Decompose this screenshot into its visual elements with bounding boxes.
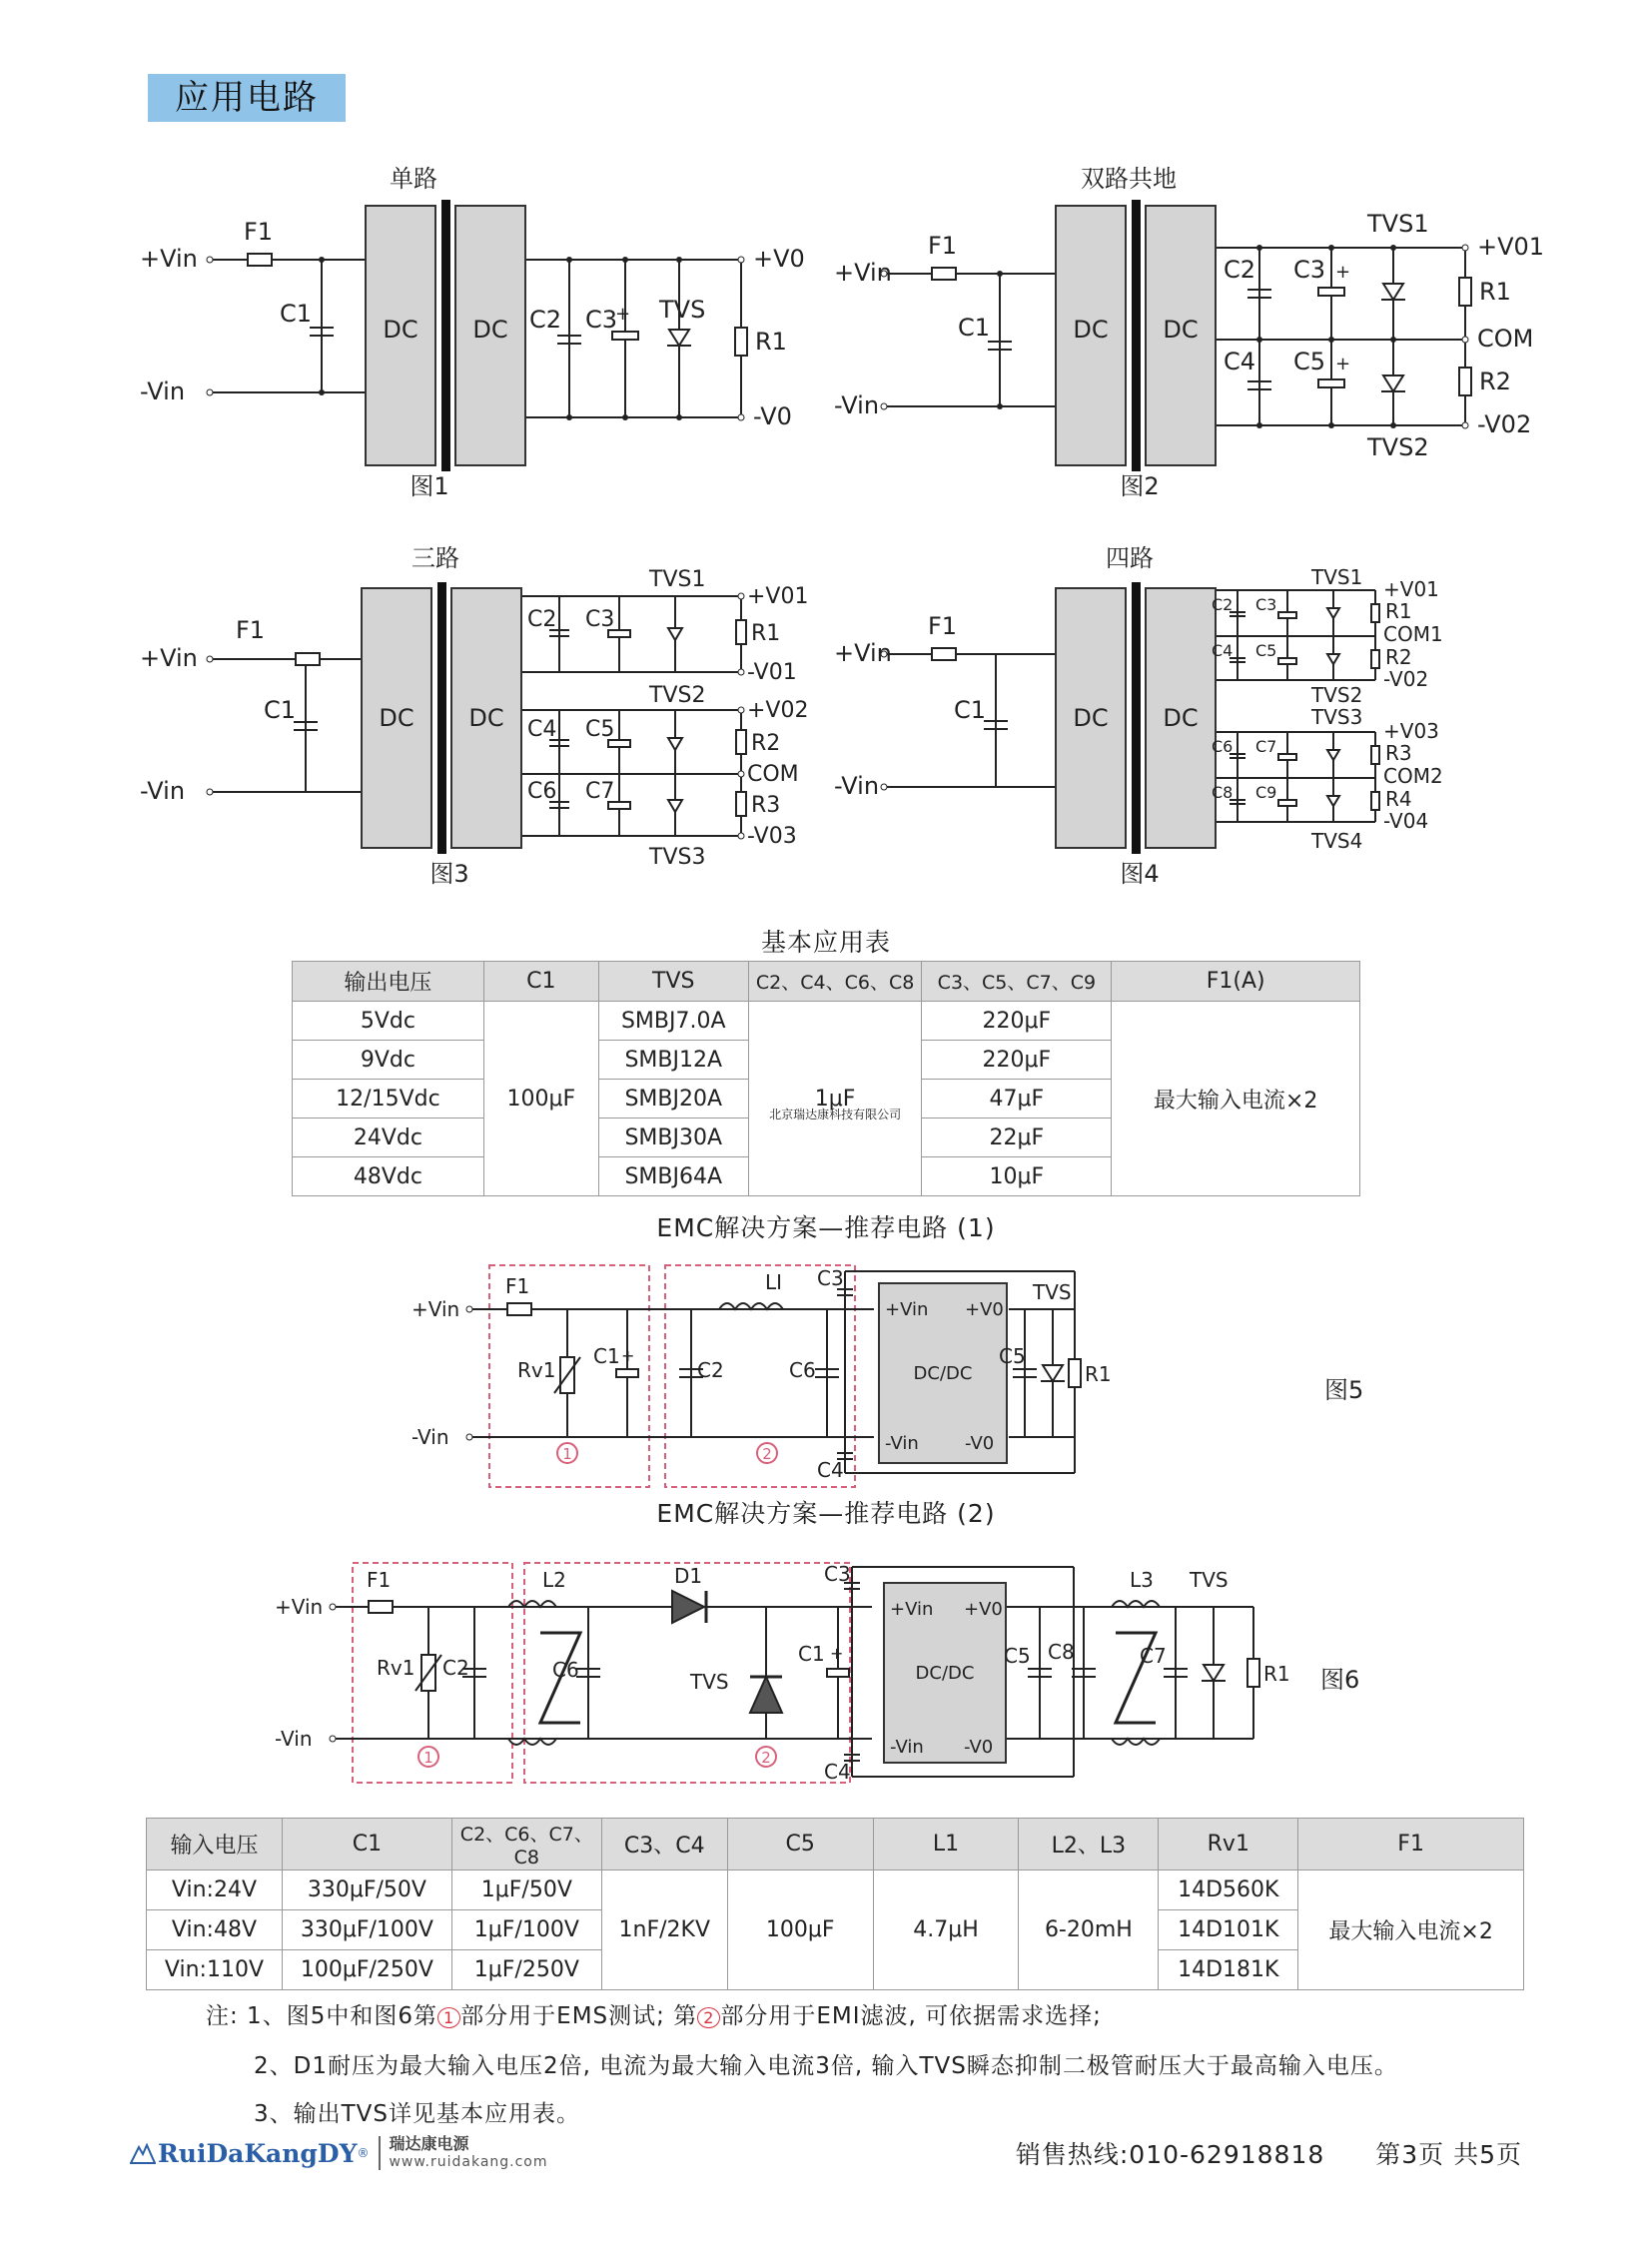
note-mark-1: 1	[437, 2007, 460, 2028]
svg-text:C6: C6	[789, 1358, 816, 1382]
mountain-logo-icon	[130, 2142, 156, 2164]
section-title: 应用电路	[148, 74, 346, 122]
basic-table-title: 基本应用表	[760, 928, 891, 957]
svg-text:COM: COM	[1477, 325, 1534, 353]
svg-text:DC/DC: DC/DC	[913, 1363, 973, 1384]
figure-1-single-output	[130, 160, 809, 509]
svg-text:R3: R3	[1385, 741, 1412, 765]
svg-text:R1: R1	[1085, 1362, 1112, 1386]
svg-text:双路共地: 双路共地	[1081, 165, 1177, 193]
svg-text:C6: C6	[552, 1658, 579, 1682]
svg-text:+Vin: +Vin	[885, 1299, 929, 1320]
svg-text:C2: C2	[442, 1656, 469, 1680]
svg-text:D1: D1	[674, 1564, 703, 1588]
svg-text:DC: DC	[468, 704, 504, 732]
svg-text:TVS: TVS	[659, 296, 706, 324]
svg-text:TVS1: TVS1	[1311, 565, 1363, 589]
svg-text:DC: DC	[379, 704, 414, 732]
svg-text:-V01: -V01	[747, 660, 797, 685]
svg-text:-V0: -V0	[964, 1737, 994, 1758]
svg-text:R2: R2	[1479, 368, 1511, 395]
svg-text:L3: L3	[1130, 1568, 1154, 1592]
svg-text:COM1: COM1	[1383, 622, 1443, 646]
svg-text:TVS: TVS	[1190, 1568, 1229, 1592]
svg-text:TVS2: TVS2	[1311, 683, 1363, 707]
svg-text:C2: C2	[529, 306, 562, 334]
svg-text:C4: C4	[527, 717, 557, 742]
svg-text:+Vin: +Vin	[834, 639, 892, 667]
svg-text:-V04: -V04	[1383, 809, 1429, 833]
svg-text:TVS: TVS	[690, 1670, 729, 1694]
svg-text:C4: C4	[1212, 641, 1234, 660]
svg-text:-Vin: -Vin	[275, 1727, 313, 1751]
svg-text:R4: R4	[1385, 787, 1412, 811]
figure-5-emc-circuit-1	[400, 1253, 1398, 1493]
svg-text:R1: R1	[751, 621, 781, 646]
svg-text:C5: C5	[1293, 348, 1326, 375]
svg-text:C6: C6	[527, 779, 557, 804]
svg-text:C2: C2	[1224, 256, 1256, 284]
svg-text:C5: C5	[585, 717, 615, 742]
svg-text:-Vin: -Vin	[834, 772, 880, 800]
svg-text:三路: 三路	[412, 544, 459, 572]
svg-text:TVS: TVS	[1033, 1280, 1072, 1304]
svg-text:-Vin: -Vin	[834, 391, 880, 419]
svg-text:-V0: -V0	[965, 1433, 995, 1454]
svg-text:+V0: +V0	[964, 1599, 1003, 1620]
svg-text:R1: R1	[1479, 278, 1511, 306]
note-1: 注: 1、图5中和图6第 1 部分用于EMS测试; 第 2 部分用于EMI滤波, 可依据需求选择;	[206, 2003, 1102, 2029]
svg-text:DC: DC	[1163, 704, 1199, 732]
fig1-caption: 图1	[410, 472, 449, 500]
svg-text:+Vin: +Vin	[890, 1599, 934, 1620]
emc-component-table: 输入电压 C1 C2、C6、C7、C8 C3、C4 C5 L1 L2、L3 Rv1 F1 Vin:24V 330μF/50V 1μF/50V 1nF/2KV 100μF 4.7μH 6-20mH 14D560K 最大输入电流×2 Vin:48V 330μF/100V 1μF/100V 14D101K Vin:110V 100μF/250V 1μF/250V 14D181K	[146, 1818, 1524, 1990]
fig1-vin-neg: -Vin	[140, 377, 186, 405]
emc1-caption: 图5	[1324, 1376, 1364, 1404]
svg-text:F1: F1	[236, 616, 266, 644]
svg-text:Rv1: Rv1	[377, 1656, 415, 1680]
svg-text:C7: C7	[1255, 737, 1277, 756]
svg-text:F1: F1	[928, 612, 958, 640]
fig1-vin-pos: +Vin	[140, 245, 198, 273]
svg-text:TVS4: TVS4	[1311, 829, 1363, 853]
svg-text:F1: F1	[367, 1568, 392, 1592]
svg-text:R2: R2	[751, 731, 781, 756]
svg-text:DC: DC	[472, 316, 508, 344]
svg-text:+V0: +V0	[753, 245, 805, 273]
figure-6-emc-circuit-2	[265, 1553, 1323, 1793]
svg-text:C4: C4	[1224, 348, 1256, 375]
svg-text:+: +	[621, 1346, 635, 1365]
svg-text:+V01: +V01	[1383, 577, 1439, 601]
svg-text:C1: C1	[958, 314, 991, 342]
svg-text:C3: C3	[1293, 256, 1326, 284]
footer-brand: RuiDaKangDY ® 瑞达康电源 www.ruidakang.com	[130, 2135, 548, 2171]
brand-cn: 瑞达康电源	[389, 2134, 469, 2153]
note-2: 2、D1耐压为最大输入电压2倍, 电流为最大输入电流3倍, 输入TVS瞬态抑制二极管耐压大于最高输入电压。	[254, 2053, 1398, 2079]
emc2-title: EMC解决方案—推荐电路 (2)	[656, 1499, 996, 1528]
svg-text:C9: C9	[1255, 783, 1277, 802]
figure-4-quad-output	[824, 534, 1563, 894]
svg-text:-Vin: -Vin	[885, 1433, 919, 1454]
svg-text:-Vin: -Vin	[140, 777, 186, 805]
svg-text:+Vin: +Vin	[834, 259, 892, 287]
svg-text:+V02: +V02	[747, 698, 809, 723]
svg-text:Rv1: Rv1	[517, 1358, 556, 1382]
emc2-caption: 图6	[1320, 1666, 1360, 1694]
figure-2-dual-common-ground	[824, 160, 1563, 509]
page-number: 第3页 共5页	[1375, 2140, 1522, 2169]
svg-text:C6: C6	[1212, 737, 1234, 756]
svg-text:C3: C3	[817, 1266, 844, 1290]
svg-text:图4: 图4	[1120, 860, 1160, 888]
fig1-title: 单路	[390, 165, 437, 193]
svg-text:C3: C3	[585, 306, 618, 334]
svg-text:LI: LI	[765, 1270, 783, 1294]
svg-text:C2: C2	[697, 1358, 724, 1382]
svg-text:COM: COM	[747, 762, 799, 787]
svg-text:+Vin: +Vin	[412, 1297, 460, 1321]
note-mark-2: 2	[697, 2007, 720, 2028]
svg-text:-V0: -V0	[753, 402, 792, 430]
svg-text:C7: C7	[585, 779, 615, 804]
svg-text:TVS3: TVS3	[1311, 705, 1363, 729]
svg-text:+: +	[1335, 354, 1351, 374]
svg-text:四路: 四路	[1106, 544, 1154, 572]
svg-text:TVS2: TVS2	[649, 683, 706, 708]
svg-text:+: +	[830, 1644, 844, 1663]
svg-text:C2: C2	[1212, 595, 1234, 614]
note-3: 3、输出TVS详见基本应用表。	[254, 2101, 581, 2127]
svg-text:+V01: +V01	[1477, 233, 1545, 261]
svg-text:-V03: -V03	[747, 824, 797, 849]
svg-text:DC: DC	[383, 316, 418, 344]
svg-text:C5: C5	[999, 1344, 1026, 1368]
svg-text:R1: R1	[1263, 1662, 1290, 1686]
svg-text:C5: C5	[1004, 1644, 1031, 1668]
basic-application-table: 输出电压 C1 TVS C2、C4、C6、C8 C3、C5、C7、C9 F1(A) 5Vdc 100μF SMBJ7.0A 1μF 北京瑞达康科技有限公司 220μF 最大输入电流×2 9Vdc SMBJ12A 220μF 12/15Vdc SMBJ20A 47μF 24Vdc SMBJ30A 22μF 48Vdc SMBJ64A 10μF	[292, 961, 1360, 1196]
svg-text:2: 2	[761, 1749, 771, 1767]
watermark-text: 北京瑞达康科技有限公司	[769, 1108, 902, 1121]
svg-text:F1: F1	[928, 232, 958, 260]
svg-text:TVS1: TVS1	[1367, 210, 1429, 238]
svg-text:C7: C7	[1140, 1644, 1167, 1668]
svg-text:C4: C4	[824, 1760, 851, 1784]
svg-text:-Vin: -Vin	[890, 1737, 924, 1758]
svg-text:C2: C2	[527, 607, 557, 632]
svg-text:1: 1	[423, 1749, 433, 1767]
svg-text:DC: DC	[1073, 704, 1109, 732]
svg-text:DC: DC	[1163, 316, 1199, 344]
svg-text:TVS1: TVS1	[649, 567, 706, 592]
svg-text:+V01: +V01	[747, 584, 809, 609]
svg-text:COM2: COM2	[1383, 764, 1443, 788]
svg-text:C4: C4	[817, 1458, 844, 1482]
svg-text:C3: C3	[585, 607, 615, 632]
svg-text:+: +	[615, 304, 631, 325]
svg-text:+V03: +V03	[1383, 719, 1439, 743]
svg-text:C1: C1	[280, 300, 313, 328]
svg-text:-V02: -V02	[1477, 410, 1532, 438]
svg-text:C3: C3	[824, 1562, 851, 1586]
svg-text:C1: C1	[798, 1642, 825, 1666]
figure-3-triple-output	[130, 534, 829, 894]
svg-text:C1: C1	[954, 696, 987, 724]
svg-text:R1: R1	[1385, 599, 1412, 623]
svg-text:DC/DC: DC/DC	[915, 1663, 975, 1684]
svg-text:-V02: -V02	[1383, 667, 1429, 691]
svg-text:-Vin: -Vin	[412, 1425, 449, 1449]
svg-text:C1: C1	[593, 1344, 620, 1368]
emc1-title: EMC解决方案—推荐电路 (1)	[656, 1213, 996, 1242]
svg-text:+: +	[1335, 262, 1351, 283]
svg-text:R2: R2	[1385, 645, 1412, 669]
brand-url[interactable]: www.ruidakang.com	[389, 2154, 548, 2170]
sales-hotline: 销售热线:010-62918818	[1015, 2140, 1325, 2169]
svg-text:图3: 图3	[429, 860, 469, 888]
svg-text:R1: R1	[755, 328, 787, 356]
svg-text:F1: F1	[505, 1274, 530, 1298]
svg-text:R3: R3	[751, 793, 781, 818]
footer-right	[1016, 2135, 1522, 2171]
svg-text:C3: C3	[1255, 595, 1277, 614]
svg-text:1: 1	[562, 1445, 572, 1463]
svg-text:L2: L2	[542, 1568, 566, 1592]
svg-text:+Vin: +Vin	[140, 644, 198, 672]
svg-text:图2: 图2	[1120, 472, 1160, 500]
svg-text:TVS2: TVS2	[1367, 433, 1429, 461]
svg-text:+V0: +V0	[965, 1299, 1004, 1320]
svg-text:C8: C8	[1212, 783, 1234, 802]
svg-text:C1: C1	[264, 696, 297, 724]
svg-text:F1: F1	[244, 218, 274, 246]
svg-text:DC: DC	[1073, 316, 1109, 344]
svg-text:+Vin: +Vin	[275, 1595, 324, 1619]
svg-text:C5: C5	[1255, 641, 1277, 660]
svg-text:C8: C8	[1048, 1640, 1075, 1664]
svg-text:2: 2	[762, 1445, 772, 1463]
svg-text:TVS3: TVS3	[649, 845, 706, 870]
brand-name: RuiDaKangDY	[158, 2138, 358, 2168]
